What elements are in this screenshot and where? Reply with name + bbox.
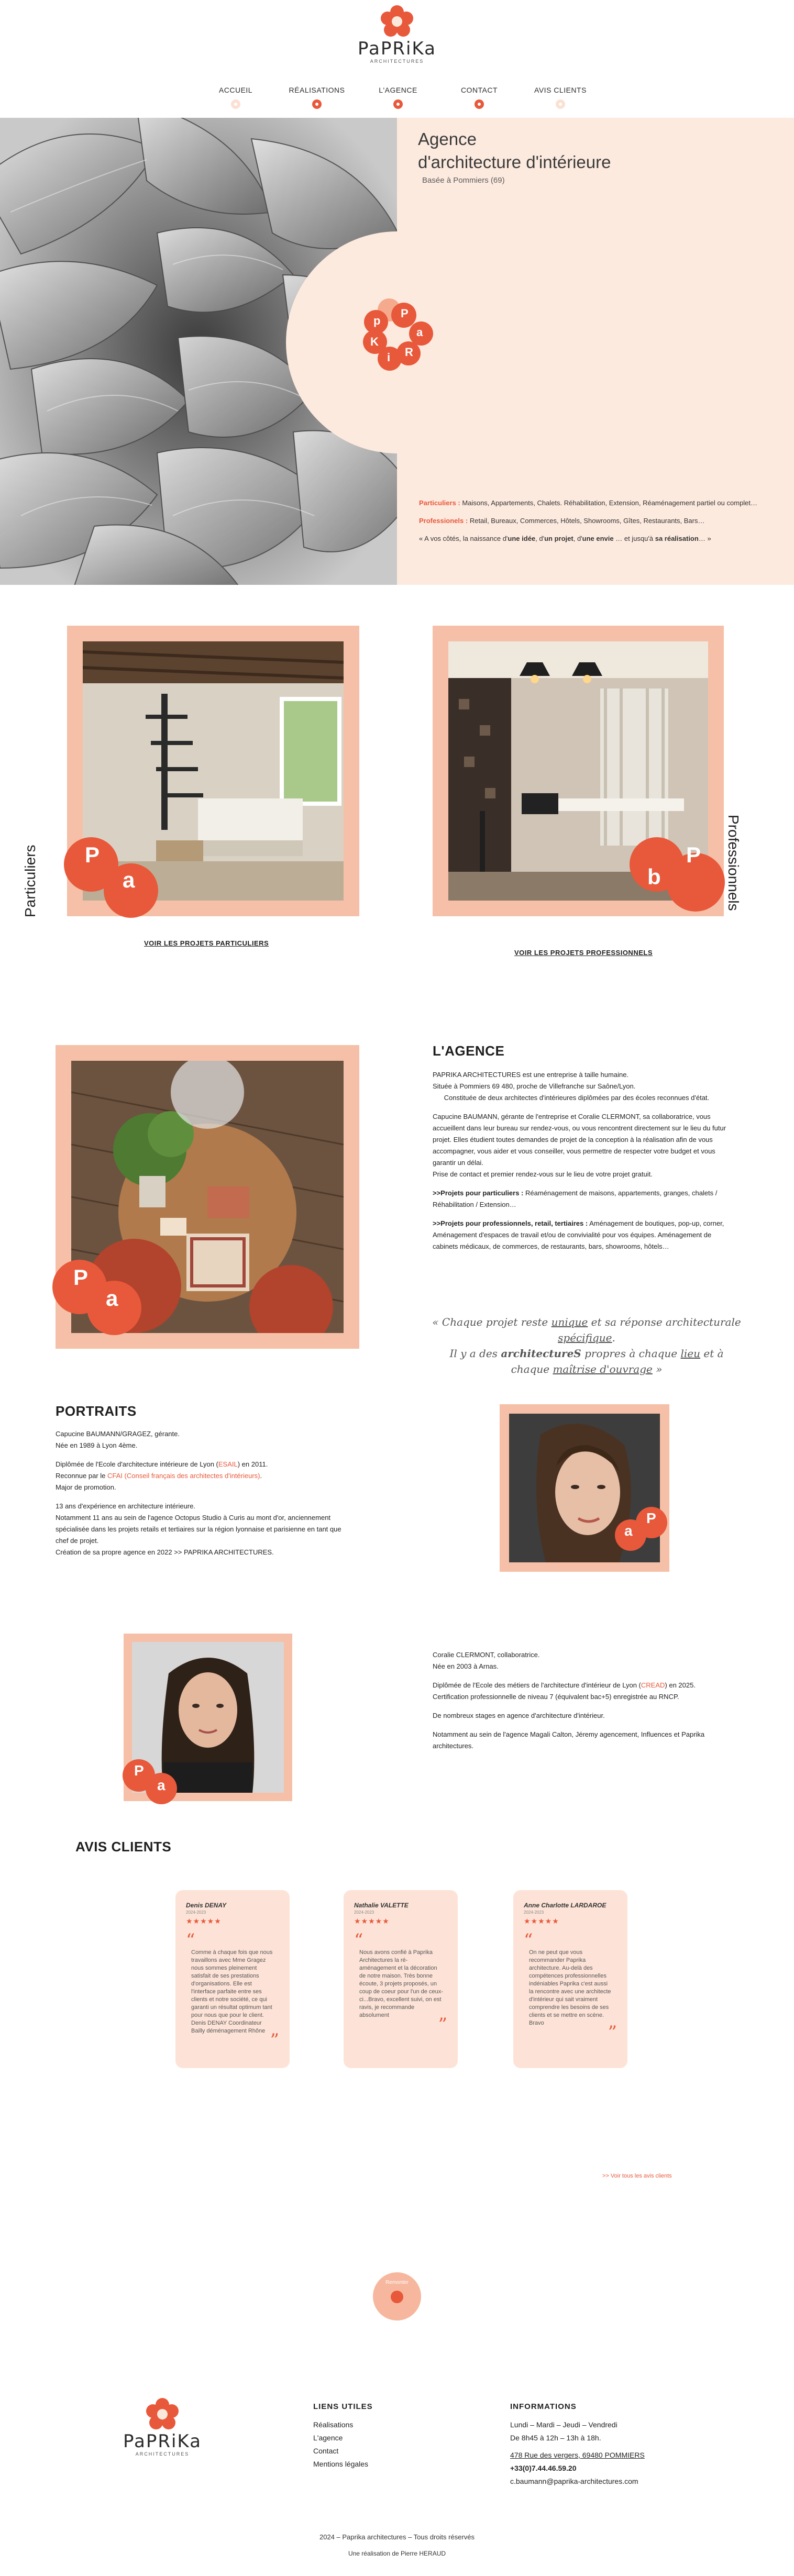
agence-p1: PAPRIKA ARCHITECTURES est une entreprise à taille humaine. <box>433 1071 629 1079</box>
coralie-l1: Coralie CLERMONT, collaboratrice. <box>433 1651 540 1659</box>
capucine-l8: Création de sa propre agence en 2022 >> PAPRIKA ARCHITECTURES. <box>56 1548 274 1556</box>
review-author: Nathalie VALETTE <box>354 1902 409 1909</box>
scroll-top-dot-icon <box>391 2291 403 2303</box>
particuliers-label: Particuliers <box>22 845 38 917</box>
agence-p4: Aménagement de boutiques, pop-up, corner, Aménagement d'espaces de travail et/ou de convivialité pour vos équipes. Aménagement de cabinets médicaux, de commerces, de restaurants, bars, showrooms, hôtels… <box>433 1219 724 1250</box>
particuliers-card[interactable] <box>67 626 359 916</box>
esail-link[interactable]: ESAIL <box>218 1460 238 1468</box>
badge-letter: K <box>370 335 379 348</box>
coralie-l4: Certification professionnelle de niveau 7 (équivalent bac+5) enregistrée au RNCP. <box>433 1693 679 1701</box>
footer-links-title: LIENS UTILES <box>313 2402 373 2411</box>
footer-link-realisations[interactable]: Réalisations <box>313 2420 354 2429</box>
agence-p2b: Prise de contact et premier rendez-vous sur le lieu de votre projet gratuit. <box>433 1170 653 1178</box>
agence-p4-bold: >>Projets pour professionnels, retail, tertiaires : <box>433 1219 588 1227</box>
blob-letter: a <box>123 868 135 892</box>
particuliers-label: Particuliers : <box>419 499 460 507</box>
agence-text <box>433 1069 731 1260</box>
quote-close-icon: ” <box>438 2014 447 2035</box>
nav-dot-icon <box>475 99 484 109</box>
capucine-photo-frame <box>500 1404 669 1572</box>
flower-logo-icon <box>381 5 413 38</box>
badge-letter: i <box>387 351 391 364</box>
badge-letter: P <box>401 307 409 320</box>
nav-avis-clients[interactable] <box>524 86 597 117</box>
footer-link-contact[interactable]: Contact <box>313 2447 339 2455</box>
footer-copyright: 2024 – Paprika architectures – Tous droits réservés <box>319 2533 475 2541</box>
blob-letter: a <box>106 1286 118 1311</box>
agence-p2: Capucine BAUMANN, gérante de l'entreprise et Coralie CLERMONT, sa collaboratrice, vous accueillent dans leur bureau sur rendez-vous, ou vous rencontrent directement sur le lieu du futur projet. Elles étudient toutes demandes de projet de la conception à la réalisation afin de vous accompagner, vous aider et vous conseiller, vous permettre de respecter votre budget et vous garantir un délai. <box>433 1113 726 1167</box>
coralie-bio: Coralie CLERMONT, collaboratrice. Née en 2003 à Arnas. Diplômée de l'Ecole des métiers de l'architecture d'intérieur de Lyon (CREAD) en 2025. Certification professionnelle de niveau 7 (équivalent bac+5) enregistrée au RNCP. De nombreux stages en agence d'architecture d'intérieur. Notamment au sein de l'agence Magali Calton, Jéremy agencement, Influences et Paprika architectures. <box>433 1651 705 1750</box>
blob-letter: a <box>157 1777 166 1793</box>
review-stars-icon: ★★★★★ <box>524 1917 559 1925</box>
review-card <box>175 1890 290 2068</box>
footer-link-mentions[interactable]: Mentions légales <box>313 2460 369 2468</box>
quote-close-icon: ” <box>270 2030 279 2051</box>
nav-accueil[interactable] <box>199 86 272 117</box>
coralie-photo-frame <box>124 1634 292 1801</box>
brand-name: PaPRiKa <box>358 38 436 59</box>
blob-letter: P <box>686 842 701 867</box>
quote-open-icon: “ <box>354 1930 363 1951</box>
nav-dot-icon <box>231 99 240 109</box>
review-author: Denis DENAY <box>186 1902 227 1909</box>
blob-letter: a <box>624 1523 633 1539</box>
blob-letter: P <box>73 1265 89 1290</box>
review-date: 2024-2023 <box>186 1910 206 1915</box>
footer-logo[interactable] <box>110 2398 215 2457</box>
blob-letter: P <box>85 842 100 867</box>
brand-sub: ARCHITECTURES <box>370 59 424 64</box>
professionnels-link[interactable]: VOIR LES PROJETS PROFESSIONNELS <box>514 949 653 957</box>
review-stars-icon: ★★★★★ <box>354 1917 390 1925</box>
hero-tagline: « A vos côtés, la naissance d'une idée, d'un projet, d'une envie … et jusqu'à sa réalisation… » <box>419 535 711 542</box>
agence-p1b: Située à Pommiers 69 480, proche de Villefranche sur Saône/Lyon. <box>433 1082 636 1090</box>
review-text: Nous avons confié à Paprika Architectures la ré-aménagement et la décoration de notre maison. Très bonne écoute, 3 projets proposés, un coup de coeur pour l'un de ceux-ci...Bravo, excellent suivi, on est ravis, je recommande absolument <box>359 1949 443 2018</box>
professionels-text: Retail, Bureaux, Commerces, Hôtels, Showrooms, Gîtes, Restaurants, Bars… <box>469 517 705 525</box>
badge-letter: a <box>416 326 423 339</box>
capucine-bio: Capucine BAUMANN/GRAGEZ, gérante. Née en 1989 à Lyon 4ème. Diplômée de l'Ecole d'architecture intérieure de Lyon (ESAIL) en 2011. Reconnue par le CFAI (Conseil français des architectes d'intérieurs). Major de promotion. 13 ans d'expérience en architecture intérieure. Notamment 11 ans au sein de l'agence Octopus Studio à Curis au mont d'or, anciennement spécialisée dans les projets retails et tertiaires sur la région lyonnaise et parisienne en tant que chef de projet. Création de sa propre agence en 2022 >> PAPRIKA ARCHITECTURES. <box>56 1430 341 1556</box>
review-date: 2024-2023 <box>354 1910 374 1915</box>
blob-letter: P <box>646 1510 656 1526</box>
nav-dot-icon <box>393 99 403 109</box>
footer-hours-days: Lundi – Mardi – Jeudi – Vendredi <box>510 2420 617 2429</box>
review-text: On ne peut que vous recommander Paprika architecture. Au-delà des compétences professionnelles indéniables Paprika c'est aussi la rencontre avec une architecte d'intérieur qui sait vraiment comprendre les besoins de ses clients et se mettre en scène. Bravo <box>529 1949 611 2026</box>
brand-name: PaPRiKa <box>123 2431 202 2452</box>
particuliers-text: Maisons, Appartements, Chalets. Réhabilitation, Extension, Réaménagement partiel ou complet… <box>462 499 758 507</box>
paprika-badge-icon <box>359 298 437 377</box>
professionels-label: Professionels : <box>419 517 468 525</box>
particuliers-link[interactable]: VOIR LES PROJETS PARTICULIERS <box>144 939 269 947</box>
professionnels-card[interactable] <box>433 626 724 916</box>
footer-links <box>313 2402 373 2471</box>
scroll-top-button[interactable] <box>373 2272 421 2320</box>
nav-contact[interactable] <box>443 86 516 117</box>
badge-letter: R <box>405 346 413 359</box>
agence-quote: « Chaque projet reste unique et sa réponse architecturale spécifique. Il y a des architectureS propres à chaque lieu et à chaque maîtrise d'ouvrage » <box>432 1316 741 1375</box>
nav-label: L'AGENCE <box>379 86 417 94</box>
agence-p3-bold: >>Projets pour particuliers : <box>433 1189 524 1197</box>
cfai-link[interactable]: CFAI (Conseil français des architectes d'intérieurs) <box>107 1472 260 1480</box>
main-nav <box>199 86 597 117</box>
professionnels-label: Professionnels <box>725 815 742 911</box>
nav-label: RÉALISATIONS <box>289 86 345 94</box>
capucine-l5: Major de promotion. <box>56 1483 116 1491</box>
capucine-l7: Notamment 11 ans au sein de l'agence Octopus Studio à Curis au mont d'or, anciennement spécialisée dans les projets retails et tertiaires sur la région lyonnaise et parisienne en tant que chef de projet. <box>56 1514 341 1545</box>
blob-letter: P <box>134 1762 144 1779</box>
nav-agence[interactable] <box>361 86 435 117</box>
blob-letter: b <box>647 864 661 889</box>
footer-phone[interactable]: +33(0)7.44.46.59.20 <box>510 2464 577 2472</box>
review-author: Anne Charlotte LARDAROE <box>524 1902 606 1909</box>
header-logo[interactable] <box>345 5 449 64</box>
hero-subtitle: Basée à Pommiers (69) <box>422 176 505 185</box>
agence-p1c: Constituée de deux architectes d'intérieures diplômées par des écoles reconnues d'état. <box>444 1094 710 1102</box>
review-text: Comme à chaque fois que nous travaillons avec Mme Gragez nous sommes pleinement satisfait de ses prestations d'organisations. Elle est l'interface parfaite entre ses clients et notre société, ce qui garanti un résultat optimum tant pour nous que pour le client. Denis DENAY Coordinateur Bailly déménagement Rhône <box>191 1949 273 2034</box>
capucine-l6: 13 ans d'expérience en architecture intérieure. <box>56 1502 195 1510</box>
cread-link[interactable]: CREAD <box>641 1681 665 1689</box>
coralie-l6: Notamment au sein de l'agence Magali Calton, Jéremy agencement, Influences et Paprika architectures. <box>433 1730 705 1750</box>
review-card <box>513 1890 627 2068</box>
services-professionels <box>419 515 775 527</box>
badge-letter: p <box>373 314 381 327</box>
scroll-top-label: Remonter <box>385 2280 409 2285</box>
quote-open-icon: “ <box>186 1930 195 1951</box>
footer-info-title: INFORMATIONS <box>510 2402 577 2411</box>
flower-logo-icon <box>146 2398 179 2430</box>
quote-close-icon: ” <box>608 2022 617 2043</box>
portraits-title: PORTRAITS <box>56 1403 137 1419</box>
footer-link-agence[interactable]: L'agence <box>313 2434 343 2442</box>
footer-credit[interactable]: Une réalisation de Pierre HERAUD <box>348 2550 446 2557</box>
agence-title: L'AGENCE <box>433 1043 505 1059</box>
review-card <box>344 1890 458 2068</box>
review-date: 2024-2023 <box>524 1910 544 1915</box>
coralie-l2: Née en 2003 à Arnas. <box>433 1662 499 1670</box>
particuliers-photo <box>83 641 344 901</box>
review-stars-icon: ★★★★★ <box>186 1917 222 1925</box>
agence-photo-frame <box>56 1045 359 1349</box>
nav-label: CONTACT <box>460 86 498 94</box>
coralie-photo <box>132 1642 284 1793</box>
capucine-l2: Née en 1989 à Lyon 4ème. <box>56 1441 138 1449</box>
quote-open-icon: “ <box>524 1930 533 1951</box>
capucine-l1: Capucine BAUMANN/GRAGEZ, gérante. <box>56 1430 180 1438</box>
see-all-reviews-link[interactable]: >> Voir tous les avis clients <box>602 2173 672 2179</box>
hero-title-line1: Agence <box>418 129 477 149</box>
hero-title-line2: d'architecture d'intérieure <box>418 152 611 172</box>
nav-label: ACCUEIL <box>218 86 253 94</box>
nav-realisations[interactable] <box>280 86 354 117</box>
hero-title <box>418 128 774 174</box>
nav-dot-icon <box>556 99 565 109</box>
coralie-l5: De nombreux stages en agence d'architecture d'intérieur. <box>433 1712 605 1719</box>
footer-info <box>510 2402 645 2488</box>
brand-sub: ARCHITECTURES <box>135 2451 190 2457</box>
services-particuliers <box>419 497 775 509</box>
footer-address[interactable]: 478 Rue des vergers, 69480 POMMIERS <box>510 2451 645 2459</box>
footer-email[interactable]: c.baumann@paprika-architectures.com <box>510 2477 638 2485</box>
reviews-title: AVIS CLIENTS <box>75 1839 172 1855</box>
nav-dot-icon <box>312 99 322 109</box>
footer-hours-times: De 8h45 à 12h – 13h à 18h. <box>510 2434 601 2442</box>
agence-p3: Réaménagement de maisons, appartements, granges, chalets / Réhabilitation / Extension… <box>433 1189 718 1208</box>
nav-label: AVIS CLIENTS <box>534 86 587 94</box>
hero-services <box>419 497 775 551</box>
